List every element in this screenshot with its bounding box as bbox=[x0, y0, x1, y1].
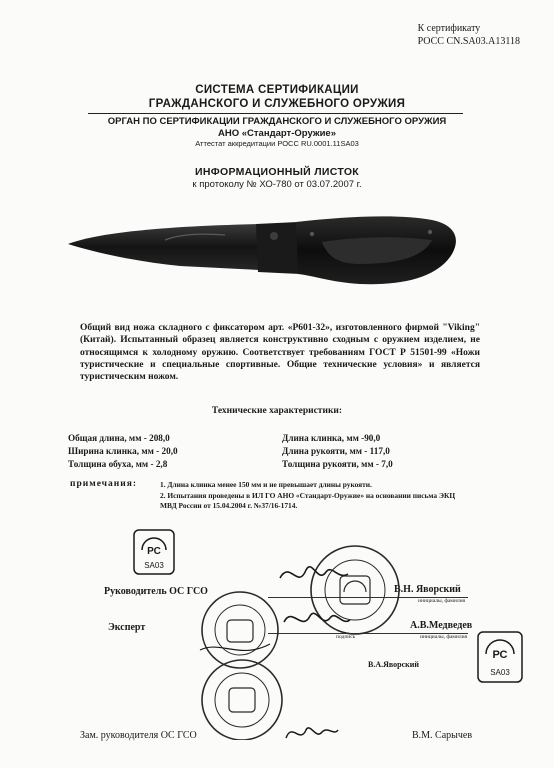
round-stamp-lower-left bbox=[202, 592, 278, 668]
knife-photo bbox=[60, 200, 470, 300]
spec-handle-thickness: Толщина рукояти, мм - 7,0 bbox=[282, 459, 393, 469]
note-2: 2. Испытания проведены в ИЛ ГО АНО «Стандарт-Оружие» на основании письма ЭКЦ МВД России от 15.04.2004 г. №37/16-1714. bbox=[160, 491, 456, 510]
head-name: В.Н. Яворский bbox=[394, 584, 461, 595]
specs-title: Технические характеристики: bbox=[211, 406, 343, 416]
document-heading: ИНФОРМАЦИОННЫЙ ЛИСТОК bbox=[194, 166, 359, 178]
certification-mark-left bbox=[132, 528, 176, 576]
knife-pivot bbox=[270, 232, 278, 240]
stamped-name: В.А.Яворский bbox=[368, 660, 419, 669]
spec-blade-length: Длина клинка, мм -90,0 bbox=[282, 433, 381, 443]
spec-spine-thickness: Толщина обуха, мм - 2,8 bbox=[68, 459, 168, 469]
expert-name-caption: инициалы, фамилия bbox=[420, 634, 468, 640]
organization-name: АНО «Стандарт-Оружие» bbox=[218, 128, 336, 139]
stamps-and-signatures bbox=[180, 540, 480, 740]
spec-blade-width: Ширина клинка, мм - 20,0 bbox=[68, 446, 178, 456]
svg-text:РС: РС bbox=[147, 546, 161, 557]
header-divider bbox=[88, 113, 463, 114]
deputy-signature bbox=[282, 718, 342, 748]
accreditation-line: Аттестат аккредитации РОСС RU.0001.11SA03 bbox=[195, 139, 359, 148]
knife-rivet bbox=[310, 232, 314, 236]
spec-handle-length: Длина рукояти, мм - 117,0 bbox=[282, 446, 390, 456]
signature-expert bbox=[284, 613, 350, 622]
spec-total-length: Общая длина, мм - 208,0 bbox=[68, 433, 170, 443]
svg-text:РС: РС bbox=[492, 649, 508, 661]
certificate-reference-line1: К сертификату bbox=[417, 23, 481, 34]
expert-label: Эксперт bbox=[108, 622, 146, 633]
certificate-reference-number: РОСС CN.SA03.A13118 bbox=[417, 36, 520, 47]
certification-mark-code: SA03 bbox=[490, 668, 510, 677]
certificate-reference bbox=[418, 22, 520, 48]
notes-label: примечания: bbox=[70, 479, 138, 489]
protocol-line: к протоколу № ХО-780 от 03.07.2007 г. bbox=[192, 179, 362, 190]
signature-caption: подпись bbox=[336, 634, 356, 640]
description-paragraph: Общий вид ножа складного с фиксатором арт. «Р601-32», изготовленного фирмой "Viking" (Китай). Испытанный образец является конструктивно сходным с оружием изделием, не относящимся к холодному оружию. Соответствует требованиям ГОСТ Р 51501-99 «Ножи туристические и специальные спортивные. Общие технические условия» и является туристическим ножом. bbox=[80, 323, 480, 383]
certification-organ: ОРГАН ПО СЕРТИФИКАЦИИ ГРАЖДАНСКОГО И СЛУЖЕБНОГО ОРУЖИЯ bbox=[107, 116, 447, 127]
certification-mark-right bbox=[476, 630, 524, 684]
head-name-caption: инициалы, фамилия bbox=[418, 598, 466, 604]
deputy-name: В.М. Сарычев bbox=[412, 730, 473, 741]
note-1: 1. Длина клинка менее 150 мм и не превышает длины рукояти. bbox=[160, 480, 372, 489]
system-title-line1: СИСТЕМА СЕРТИФИКАЦИИ bbox=[195, 84, 359, 96]
knife-blade bbox=[68, 224, 260, 270]
system-title-line2: ГРАЖДАНСКОГО И СЛУЖЕБНОГО ОРУЖИЯ bbox=[148, 98, 406, 110]
round-stamp-bottom bbox=[202, 660, 282, 740]
head-label: Руководитель ОС ГСО bbox=[104, 586, 208, 597]
certification-mark-code: SA03 bbox=[144, 561, 164, 570]
deputy-label: Зам. руководителя ОС ГСО bbox=[80, 730, 197, 741]
knife-rivet bbox=[428, 230, 432, 234]
expert-name: А.В.Медведев bbox=[410, 620, 473, 631]
knife-bolster bbox=[256, 222, 300, 274]
